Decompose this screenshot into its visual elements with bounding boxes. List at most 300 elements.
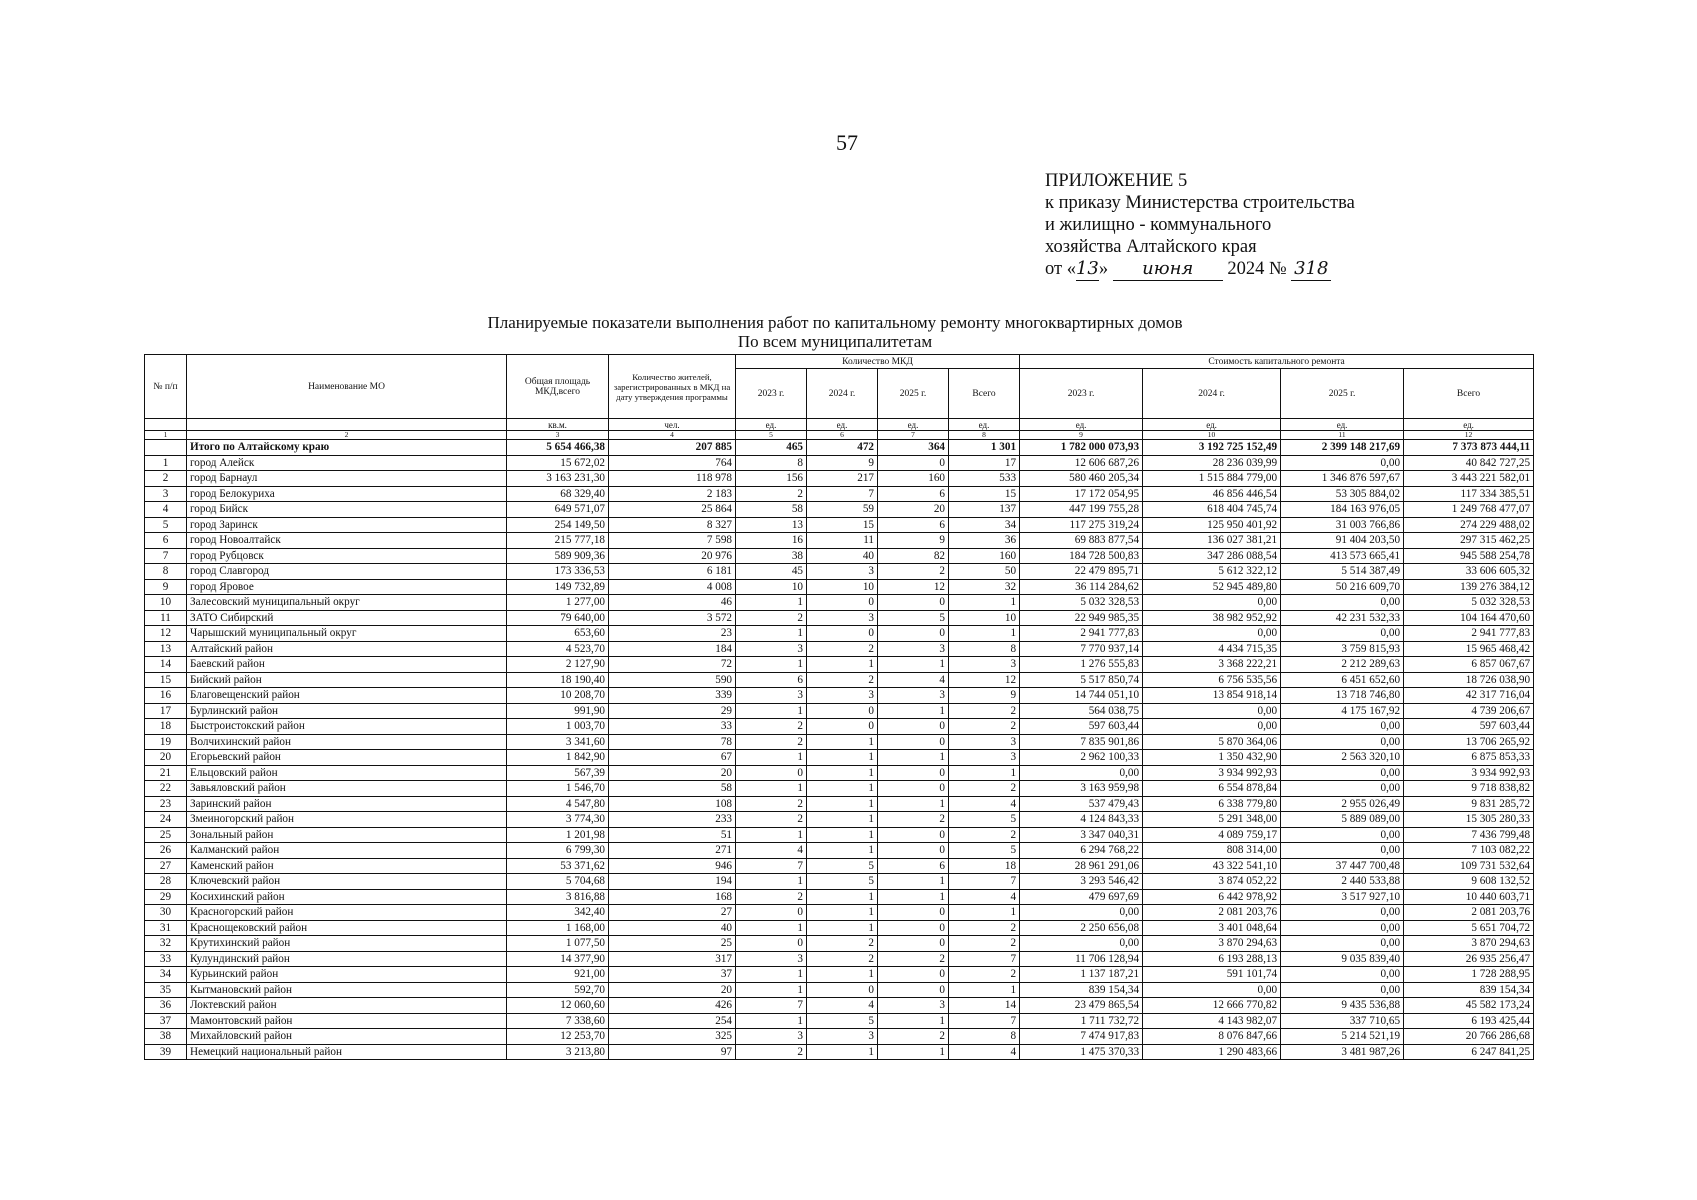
value-cell: 0,00 <box>1281 982 1404 998</box>
value-cell: 7 <box>807 486 878 502</box>
value-cell: 4 089 759,17 <box>1143 827 1281 843</box>
value-cell: 2 <box>949 827 1020 843</box>
value-cell: 3 <box>736 641 807 657</box>
value-cell: 2 <box>736 734 807 750</box>
value-cell: 1 301 <box>949 440 1020 456</box>
table-body <box>145 440 1534 1060</box>
value-cell: 3 <box>878 688 949 704</box>
value-cell: 4 <box>807 998 878 1014</box>
value-cell: 137 <box>949 502 1020 518</box>
value-cell: 413 573 665,41 <box>1281 548 1404 564</box>
value-cell: 14 744 051,10 <box>1020 688 1143 704</box>
value-cell: 207 885 <box>609 440 736 456</box>
value-cell: 2 <box>878 812 949 828</box>
mo-name-cell: Калманский район <box>187 843 507 859</box>
value-cell: 1 276 555,83 <box>1020 657 1143 673</box>
value-cell: 156 <box>736 471 807 487</box>
value-cell: 1 <box>949 626 1020 642</box>
value-cell: 1 <box>736 595 807 611</box>
value-cell: 6 193 288,13 <box>1143 951 1281 967</box>
value-cell: 0,00 <box>1281 936 1404 952</box>
value-cell: 23 <box>609 626 736 642</box>
row-number-cell: 4 <box>145 502 187 518</box>
value-cell: 1 <box>736 827 807 843</box>
header-mkd-group: Количество МКД <box>736 355 1020 369</box>
value-cell: 136 027 381,21 <box>1143 533 1281 549</box>
table-header <box>145 355 1534 440</box>
unit-cell: ед. <box>878 419 949 431</box>
mo-name-cell: Краснощековский район <box>187 920 507 936</box>
row-number-cell: 1 <box>145 455 187 471</box>
table-row <box>145 548 1534 564</box>
value-cell: 2 <box>736 719 807 735</box>
page-number: 57 <box>836 130 858 155</box>
value-cell: 2 <box>949 936 1020 952</box>
column-numbers-row <box>145 431 1534 440</box>
mo-name-cell: Косихинский район <box>187 889 507 905</box>
column-number-cell: 12 <box>1404 431 1534 440</box>
value-cell: 1 168,00 <box>507 920 609 936</box>
value-cell: 1 728 288,95 <box>1404 967 1534 983</box>
value-cell: 1 <box>807 781 878 797</box>
unit-cell: кв.м. <box>507 419 609 431</box>
value-cell: 1 <box>736 703 807 719</box>
value-cell: 0,00 <box>1281 455 1404 471</box>
value-cell: 337 710,65 <box>1281 1013 1404 1029</box>
value-cell: 12 253,70 <box>507 1029 609 1045</box>
value-cell: 2 955 026,49 <box>1281 796 1404 812</box>
value-cell: 3 481 987,26 <box>1281 1044 1404 1060</box>
value-cell: 46 <box>609 595 736 611</box>
value-cell: 10 <box>807 579 878 595</box>
value-cell: 0 <box>736 765 807 781</box>
column-number-cell: 4 <box>609 431 736 440</box>
appendix-line-3: хозяйства Алтайского края <box>1045 237 1257 257</box>
mo-name-cell: Быстроистокский район <box>187 719 507 735</box>
table-row <box>145 579 1534 595</box>
value-cell: 125 950 401,92 <box>1143 517 1281 533</box>
value-cell: 0 <box>878 936 949 952</box>
value-cell: 3 <box>736 1029 807 1045</box>
value-cell: 1 <box>878 874 949 890</box>
mo-name-cell: Залесовский муниципальный округ <box>187 595 507 611</box>
value-cell: 184 <box>609 641 736 657</box>
value-cell: 117 275 319,24 <box>1020 517 1143 533</box>
value-cell: 9 <box>807 455 878 471</box>
number-prefix: № <box>1269 259 1287 279</box>
value-cell: 5 651 704,72 <box>1404 920 1534 936</box>
row-number-cell: 10 <box>145 595 187 611</box>
value-cell: 28 236 039,99 <box>1143 455 1281 471</box>
value-cell: 6 247 841,25 <box>1404 1044 1534 1060</box>
value-cell: 6 442 978,92 <box>1143 889 1281 905</box>
value-cell: 591 101,74 <box>1143 967 1281 983</box>
value-cell: 6 <box>736 672 807 688</box>
table-row <box>145 734 1534 750</box>
value-cell: 5 032 328,53 <box>1404 595 1534 611</box>
value-cell: 1 <box>807 905 878 921</box>
value-cell: 254 149,50 <box>507 517 609 533</box>
mo-name-cell: Заринский район <box>187 796 507 812</box>
value-cell: 59 <box>807 502 878 518</box>
value-cell: 597 603,44 <box>1020 719 1143 735</box>
value-cell: 0,00 <box>1143 719 1281 735</box>
value-cell: 1 <box>807 734 878 750</box>
value-cell: 2 <box>807 672 878 688</box>
value-cell: 0 <box>878 905 949 921</box>
row-number-cell: 30 <box>145 905 187 921</box>
value-cell: 5 <box>807 858 878 874</box>
unit-cell: чел. <box>609 419 736 431</box>
value-cell: 6 294 768,22 <box>1020 843 1143 859</box>
value-cell: 69 883 877,54 <box>1020 533 1143 549</box>
value-cell: 2 081 203,76 <box>1143 905 1281 921</box>
value-cell: 597 603,44 <box>1404 719 1534 735</box>
row-number-cell: 14 <box>145 657 187 673</box>
table-title: Планируемые показатели выполнения работ по капитальному ремонту многоквартирных домов <box>487 313 1183 332</box>
mo-name-cell: город Барнаул <box>187 471 507 487</box>
value-cell: 17 <box>949 455 1020 471</box>
value-cell: 79 640,00 <box>507 610 609 626</box>
value-cell: 50 216 609,70 <box>1281 579 1404 595</box>
mo-name-cell: город Яровое <box>187 579 507 595</box>
value-cell: 12 <box>878 579 949 595</box>
row-number-cell: 39 <box>145 1044 187 1060</box>
appendix-block <box>1045 170 1355 281</box>
value-cell: 649 571,07 <box>507 502 609 518</box>
value-cell: 4 434 715,35 <box>1143 641 1281 657</box>
value-cell: 53 371,62 <box>507 858 609 874</box>
row-number-cell: 38 <box>145 1029 187 1045</box>
value-cell: 2 399 148 217,69 <box>1281 440 1404 456</box>
value-cell: 28 961 291,06 <box>1020 858 1143 874</box>
value-cell: 1 <box>807 796 878 812</box>
value-cell: 0,00 <box>1281 765 1404 781</box>
value-cell: 8 076 847,66 <box>1143 1029 1281 1045</box>
appendix-line-2: и жилищно - коммунального <box>1045 215 1272 235</box>
value-cell: 339 <box>609 688 736 704</box>
value-cell: 18 190,40 <box>507 672 609 688</box>
value-cell: 9 035 839,40 <box>1281 951 1404 967</box>
value-cell: 1 <box>736 781 807 797</box>
mo-name-cell: Мамонтовский район <box>187 1013 507 1029</box>
value-cell: 6 756 535,56 <box>1143 672 1281 688</box>
row-number-cell: 22 <box>145 781 187 797</box>
value-cell: 5 214 521,19 <box>1281 1029 1404 1045</box>
header-residents: Количество жителей, зарегистрированных в МКД на дату утверждения программы <box>609 355 736 419</box>
value-cell: 2 962 100,33 <box>1020 750 1143 766</box>
value-cell: 1 201,98 <box>507 827 609 843</box>
header-cost-2024: 2024 г. <box>1143 369 1281 419</box>
value-cell: 4 <box>949 1044 1020 1060</box>
value-cell: 5 889 089,00 <box>1281 812 1404 828</box>
value-cell: 6 181 <box>609 564 736 580</box>
mo-name-cell: Крутихинский район <box>187 936 507 952</box>
value-cell: 945 588 254,78 <box>1404 548 1534 564</box>
table-row <box>145 998 1534 1014</box>
value-cell: 3 816,88 <box>507 889 609 905</box>
value-cell: 1 515 884 779,00 <box>1143 471 1281 487</box>
value-cell: 38 <box>736 548 807 564</box>
value-cell: 3 368 222,21 <box>1143 657 1281 673</box>
order-number: 318 <box>1291 258 1331 281</box>
value-cell: 991,90 <box>507 703 609 719</box>
value-cell: 364 <box>878 440 949 456</box>
appendix-title: ПРИЛОЖЕНИЕ 5 <box>1045 171 1188 191</box>
table-row <box>145 1013 1534 1029</box>
value-cell: 0 <box>878 967 949 983</box>
value-cell: 36 114 284,62 <box>1020 579 1143 595</box>
table-row <box>145 719 1534 735</box>
value-cell: 13 <box>736 517 807 533</box>
value-cell: 3 <box>807 610 878 626</box>
value-cell: 1 <box>878 1013 949 1029</box>
value-cell: 46 856 446,54 <box>1143 486 1281 502</box>
value-cell: 5 612 322,12 <box>1143 564 1281 580</box>
value-cell: 0,00 <box>1143 982 1281 998</box>
value-cell: 1 <box>878 657 949 673</box>
value-cell: 72 <box>609 657 736 673</box>
mo-name-cell: Змеиногорский район <box>187 812 507 828</box>
value-cell: 0 <box>878 781 949 797</box>
value-cell: 149 732,89 <box>507 579 609 595</box>
value-cell: 0,00 <box>1281 920 1404 936</box>
value-cell: 160 <box>878 471 949 487</box>
value-cell: 4 008 <box>609 579 736 595</box>
table-row <box>145 951 1534 967</box>
value-cell: 1 <box>807 889 878 905</box>
value-cell: 0 <box>736 905 807 921</box>
header-cost-2023: 2023 г. <box>1020 369 1143 419</box>
mo-name-cell: Итого по Алтайскому краю <box>187 440 507 456</box>
value-cell: 3 874 052,22 <box>1143 874 1281 890</box>
value-cell: 3 <box>949 750 1020 766</box>
value-cell: 1 277,00 <box>507 595 609 611</box>
value-cell: 42 317 716,04 <box>1404 688 1534 704</box>
value-cell: 22 479 895,71 <box>1020 564 1143 580</box>
value-cell: 2 440 533,88 <box>1281 874 1404 890</box>
unit-cell <box>187 419 507 431</box>
value-cell: 1 <box>736 1013 807 1029</box>
value-cell: 45 <box>736 564 807 580</box>
value-cell: 1 475 370,33 <box>1020 1044 1143 1060</box>
appendix-date-line <box>1045 258 1355 281</box>
value-cell: 13 718 746,80 <box>1281 688 1404 704</box>
value-cell: 1 <box>807 843 878 859</box>
value-cell: 45 582 173,24 <box>1404 998 1534 1014</box>
value-cell: 91 404 203,50 <box>1281 533 1404 549</box>
value-cell: 1 <box>878 703 949 719</box>
value-cell: 118 978 <box>609 471 736 487</box>
value-cell: 7 338,60 <box>507 1013 609 1029</box>
table-row <box>145 967 1534 983</box>
row-number-cell: 32 <box>145 936 187 952</box>
value-cell: 0 <box>807 595 878 611</box>
value-cell: 0 <box>878 827 949 843</box>
value-cell: 653,60 <box>507 626 609 642</box>
value-cell: 3 <box>807 564 878 580</box>
table-row <box>145 533 1534 549</box>
mo-name-cell: город Алейск <box>187 455 507 471</box>
value-cell: 3 870 294,63 <box>1404 936 1534 952</box>
row-number-cell: 19 <box>145 734 187 750</box>
value-cell: 472 <box>807 440 878 456</box>
value-cell: 3 934 992,93 <box>1404 765 1534 781</box>
header-cost-2025: 2025 г. <box>1281 369 1404 419</box>
value-cell: 20 <box>609 982 736 998</box>
table-row <box>145 595 1534 611</box>
value-cell: 0 <box>807 719 878 735</box>
value-cell: 7 <box>949 951 1020 967</box>
value-cell: 325 <box>609 1029 736 1045</box>
row-number-cell: 24 <box>145 812 187 828</box>
value-cell: 0 <box>878 765 949 781</box>
value-cell: 1 <box>807 765 878 781</box>
value-cell: 3 163 231,30 <box>507 471 609 487</box>
header-name: Наименование МО <box>187 355 507 419</box>
header-area: Общая площадь МКД,всего <box>507 355 609 419</box>
value-cell: 6 <box>878 858 949 874</box>
value-cell: 10 440 603,71 <box>1404 889 1534 905</box>
table-row <box>145 781 1534 797</box>
value-cell: 14 377,90 <box>507 951 609 967</box>
table-row <box>145 1029 1534 1045</box>
row-number-cell: 37 <box>145 1013 187 1029</box>
value-cell: 317 <box>609 951 736 967</box>
table-titles <box>445 313 1225 351</box>
table-row <box>145 455 1534 471</box>
value-cell: 2 <box>949 719 1020 735</box>
value-cell: 426 <box>609 998 736 1014</box>
value-cell: 42 231 532,33 <box>1281 610 1404 626</box>
row-number-cell: 20 <box>145 750 187 766</box>
value-cell: 839 154,34 <box>1020 982 1143 998</box>
date-month: июня <box>1113 258 1223 281</box>
value-cell: 13 706 265,92 <box>1404 734 1534 750</box>
mo-name-cell: Курьинский район <box>187 967 507 983</box>
value-cell: 4 523,70 <box>507 641 609 657</box>
value-cell: 479 697,69 <box>1020 889 1143 905</box>
unit-cell <box>145 419 187 431</box>
value-cell: 2 563 320,10 <box>1281 750 1404 766</box>
value-cell: 3 213,80 <box>507 1044 609 1060</box>
row-number-cell: 21 <box>145 765 187 781</box>
date-prefix: от « <box>1045 259 1076 279</box>
value-cell: 0 <box>878 982 949 998</box>
value-cell: 58 <box>609 781 736 797</box>
value-cell: 18 <box>949 858 1020 874</box>
value-cell: 32 <box>949 579 1020 595</box>
table-row <box>145 471 1534 487</box>
value-cell: 342,40 <box>507 905 609 921</box>
mo-name-cell: Каменский район <box>187 858 507 874</box>
value-cell: 38 982 952,92 <box>1143 610 1281 626</box>
value-cell: 14 <box>949 998 1020 1014</box>
value-cell: 27 <box>609 905 736 921</box>
value-cell: 4 547,80 <box>507 796 609 812</box>
table-row <box>145 874 1534 890</box>
header-num: № п/п <box>145 355 187 419</box>
value-cell: 2 <box>807 951 878 967</box>
value-cell: 2 <box>736 889 807 905</box>
table-row <box>145 889 1534 905</box>
value-cell: 5 291 348,00 <box>1143 812 1281 828</box>
value-cell: 5 <box>949 812 1020 828</box>
value-cell: 1 003,70 <box>507 719 609 735</box>
table-row <box>145 564 1534 580</box>
value-cell: 0 <box>736 936 807 952</box>
value-cell: 0 <box>878 626 949 642</box>
value-cell: 6 <box>878 517 949 533</box>
row-number-cell: 2 <box>145 471 187 487</box>
mo-name-cell: Кытмановский район <box>187 982 507 998</box>
mo-name-cell: Немецкий национальный район <box>187 1044 507 1060</box>
value-cell: 1 711 732,72 <box>1020 1013 1143 1029</box>
value-cell: 33 606 605,32 <box>1404 564 1534 580</box>
unit-cell: ед. <box>1020 419 1143 431</box>
header-mkd-total: Всего <box>949 369 1020 419</box>
value-cell: 5 654 466,38 <box>507 440 609 456</box>
row-number-cell: 3 <box>145 486 187 502</box>
date-day: 13 <box>1075 258 1099 279</box>
value-cell: 1 249 768 477,07 <box>1404 502 1534 518</box>
value-cell: 3 759 815,93 <box>1281 641 1404 657</box>
row-number-cell: 8 <box>145 564 187 580</box>
value-cell: 25 864 <box>609 502 736 518</box>
value-cell: 22 949 985,35 <box>1020 610 1143 626</box>
table-row <box>145 641 1534 657</box>
value-cell: 4 143 982,07 <box>1143 1013 1281 1029</box>
value-cell: 0 <box>807 703 878 719</box>
column-number-cell: 3 <box>507 431 609 440</box>
value-cell: 2 <box>878 1029 949 1045</box>
row-number-cell: 9 <box>145 579 187 595</box>
value-cell: 5 870 364,06 <box>1143 734 1281 750</box>
mo-name-cell: город Новоалтайск <box>187 533 507 549</box>
value-cell: 3 <box>807 1029 878 1045</box>
value-cell: 17 172 054,95 <box>1020 486 1143 502</box>
value-cell: 20 976 <box>609 548 736 564</box>
value-cell: 13 854 918,14 <box>1143 688 1281 704</box>
column-number-cell: 9 <box>1020 431 1143 440</box>
unit-cell: ед. <box>1143 419 1281 431</box>
table-row <box>145 703 1534 719</box>
column-number-cell: 11 <box>1281 431 1404 440</box>
value-cell: 839 154,34 <box>1404 982 1534 998</box>
value-cell: 1 <box>949 982 1020 998</box>
mo-name-cell: Ельцовский район <box>187 765 507 781</box>
value-cell: 7 598 <box>609 533 736 549</box>
value-cell: 9 <box>878 533 949 549</box>
value-cell: 23 479 865,54 <box>1020 998 1143 1014</box>
value-cell: 7 436 799,48 <box>1404 827 1534 843</box>
table-row <box>145 610 1534 626</box>
value-cell: 1 350 432,90 <box>1143 750 1281 766</box>
value-cell: 2 <box>949 920 1020 936</box>
header-mkd-2025: 2025 г. <box>878 369 949 419</box>
value-cell: 3 443 221 582,01 <box>1404 471 1534 487</box>
table-row <box>145 1044 1534 1060</box>
value-cell: 16 <box>736 533 807 549</box>
header-cost-group: Стоимость капитального ремонта <box>1020 355 1534 369</box>
value-cell: 2 941 777,83 <box>1020 626 1143 642</box>
value-cell: 0 <box>878 843 949 859</box>
value-cell: 15 965 468,42 <box>1404 641 1534 657</box>
value-cell: 1 546,70 <box>507 781 609 797</box>
row-number-cell: 29 <box>145 889 187 905</box>
value-cell: 12 <box>949 672 1020 688</box>
mo-name-cell: Егорьевский район <box>187 750 507 766</box>
